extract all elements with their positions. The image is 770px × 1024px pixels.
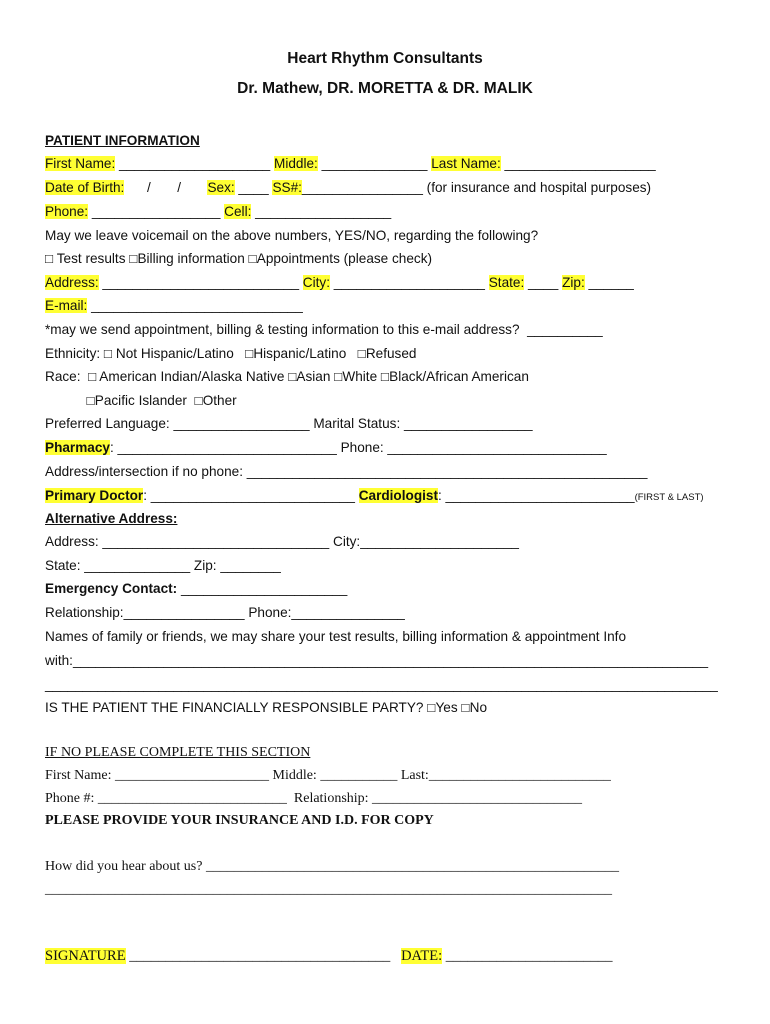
city-label: City: [302, 275, 330, 290]
first-name-field[interactable]: ____________________ [115, 156, 275, 171]
dob-field[interactable]: / / [124, 180, 208, 195]
emergency-row [45, 580, 347, 598]
address-field[interactable]: __________________________ [98, 275, 303, 290]
state-field[interactable]: ____ [524, 275, 563, 290]
race-row-2[interactable]: □Pacific Islander □Other [45, 393, 237, 408]
city-field[interactable]: ____________________ [329, 275, 489, 290]
responsible-phone-row[interactable]: Phone #: ___________________________ Relationship: ______________________________ [45, 791, 583, 806]
alternative-address-heading: Alternative Address: [45, 511, 178, 526]
cell-label: Cell: [224, 204, 252, 219]
zip-label: Zip: [562, 275, 585, 290]
sex-field[interactable]: ____ [234, 180, 273, 195]
address-no-phone-row[interactable]: Address/intersection if no phone: _____________________________________________________ [45, 464, 648, 479]
date-label: DATE: [401, 948, 443, 964]
ethnicity-row[interactable]: Ethnicity: □ Not Hispanic/Latino □Hispanic/Latino □Refused [45, 346, 417, 361]
ss-label: SS#: [272, 180, 302, 195]
primary-doctor-field[interactable]: : ___________________________ [143, 488, 359, 503]
cell-field[interactable]: __________________ [251, 204, 392, 219]
signature-row [45, 948, 613, 965]
pharmacy-row [45, 439, 607, 457]
doctor-row [45, 487, 704, 507]
address-row [45, 274, 634, 292]
responsible-name-row[interactable]: First Name: ______________________ Middle: ___________ Last:__________________________ [45, 768, 611, 783]
state-label: State: [488, 275, 525, 290]
share-question: Names of family or friends, we may share your test results, billing information & appointment Info [45, 629, 627, 644]
ss-field[interactable]: ________________ (for insurance and hospital purposes) [301, 180, 652, 195]
phone-row [45, 203, 391, 221]
share-field-1[interactable]: with:____________________________________________________________________________________ [45, 653, 709, 668]
first-last-note: (FIRST & LAST) [634, 492, 704, 503]
zip-field[interactable]: ______ [584, 275, 634, 290]
dob-row [45, 179, 651, 197]
email-row [45, 297, 303, 315]
practice-name: Heart Rhythm Consultants [287, 50, 483, 67]
address-label: Address: [45, 275, 99, 290]
phone-field[interactable]: _________________ [88, 204, 225, 219]
date-field[interactable]: _______________________ [442, 948, 613, 964]
patient-info-heading: PATIENT INFORMATION [45, 133, 200, 148]
voicemail-question: May we leave voicemail on the above numbers, YES/NO, regarding the following? [45, 228, 539, 243]
sex-label: Sex: [207, 180, 235, 195]
email-label: E-mail: [45, 298, 88, 313]
alt-state-zip-row[interactable]: State: ______________ Zip: ________ [45, 558, 281, 573]
last-name-label: Last Name: [431, 156, 501, 171]
if-no-heading: IF NO PLEASE COMPLETE THIS SECTION [45, 745, 311, 760]
name-row [45, 155, 656, 173]
middle-name-label: Middle: [274, 156, 318, 171]
cardiologist-label: Cardiologist [358, 488, 438, 503]
race-row-1[interactable]: Race: □ American Indian/Alaska Native □Asian □White □Black/African American [45, 369, 529, 384]
primary-doctor-label: Primary Doctor [45, 488, 144, 503]
relationship-row[interactable]: Relationship:________________ Phone:_______________ [45, 605, 405, 620]
voicemail-checkboxes[interactable]: □ Test results □Billing information □Appointments (please check) [45, 251, 433, 266]
hear-about-field-2[interactable]: _________________________________________________________________________________ [45, 882, 612, 897]
dob-label: Date of Birth: [45, 180, 125, 195]
signature-label: SIGNATURE [45, 948, 126, 964]
emergency-label: Emergency Contact: [45, 581, 178, 596]
share-field-2[interactable]: _________________________________________________________________________________________ [45, 677, 718, 692]
language-marital-row[interactable]: Preferred Language: __________________ Marital Status: _________________ [45, 416, 533, 431]
last-name-field[interactable]: ____________________ [500, 156, 656, 171]
insurance-note: PLEASE PROVIDE YOUR INSURANCE AND I.D. FOR COPY [45, 813, 434, 828]
pharmacy-field[interactable]: : _____________________________ Phone: _____________________________ [110, 440, 607, 455]
hear-about-question[interactable]: How did you hear about us? ___________________________________________________________ [45, 859, 619, 874]
email-question: *may we send appointment, billing & testing information to this e-mail address? __________ [45, 322, 603, 337]
emergency-field[interactable]: ______________________ [177, 581, 348, 596]
financial-question[interactable]: IS THE PATIENT THE FINANCIALLY RESPONSIBLE PARTY? □Yes □No [45, 700, 487, 715]
middle-name-field[interactable]: ______________ [317, 156, 432, 171]
email-field[interactable]: ____________________________ [87, 298, 303, 313]
signature-field[interactable]: ____________________________________ [125, 948, 402, 964]
pharmacy-label: Pharmacy [45, 440, 110, 455]
first-name-label: First Name: [45, 156, 116, 171]
alt-address-row[interactable]: Address: ______________________________ City:_____________________ [45, 534, 519, 549]
phone-label: Phone: [45, 204, 89, 219]
cardiologist-field[interactable]: : _________________________ [438, 488, 635, 503]
doctor-names: Dr. Mathew, DR. MORETTA & DR. MALIK [237, 80, 533, 97]
